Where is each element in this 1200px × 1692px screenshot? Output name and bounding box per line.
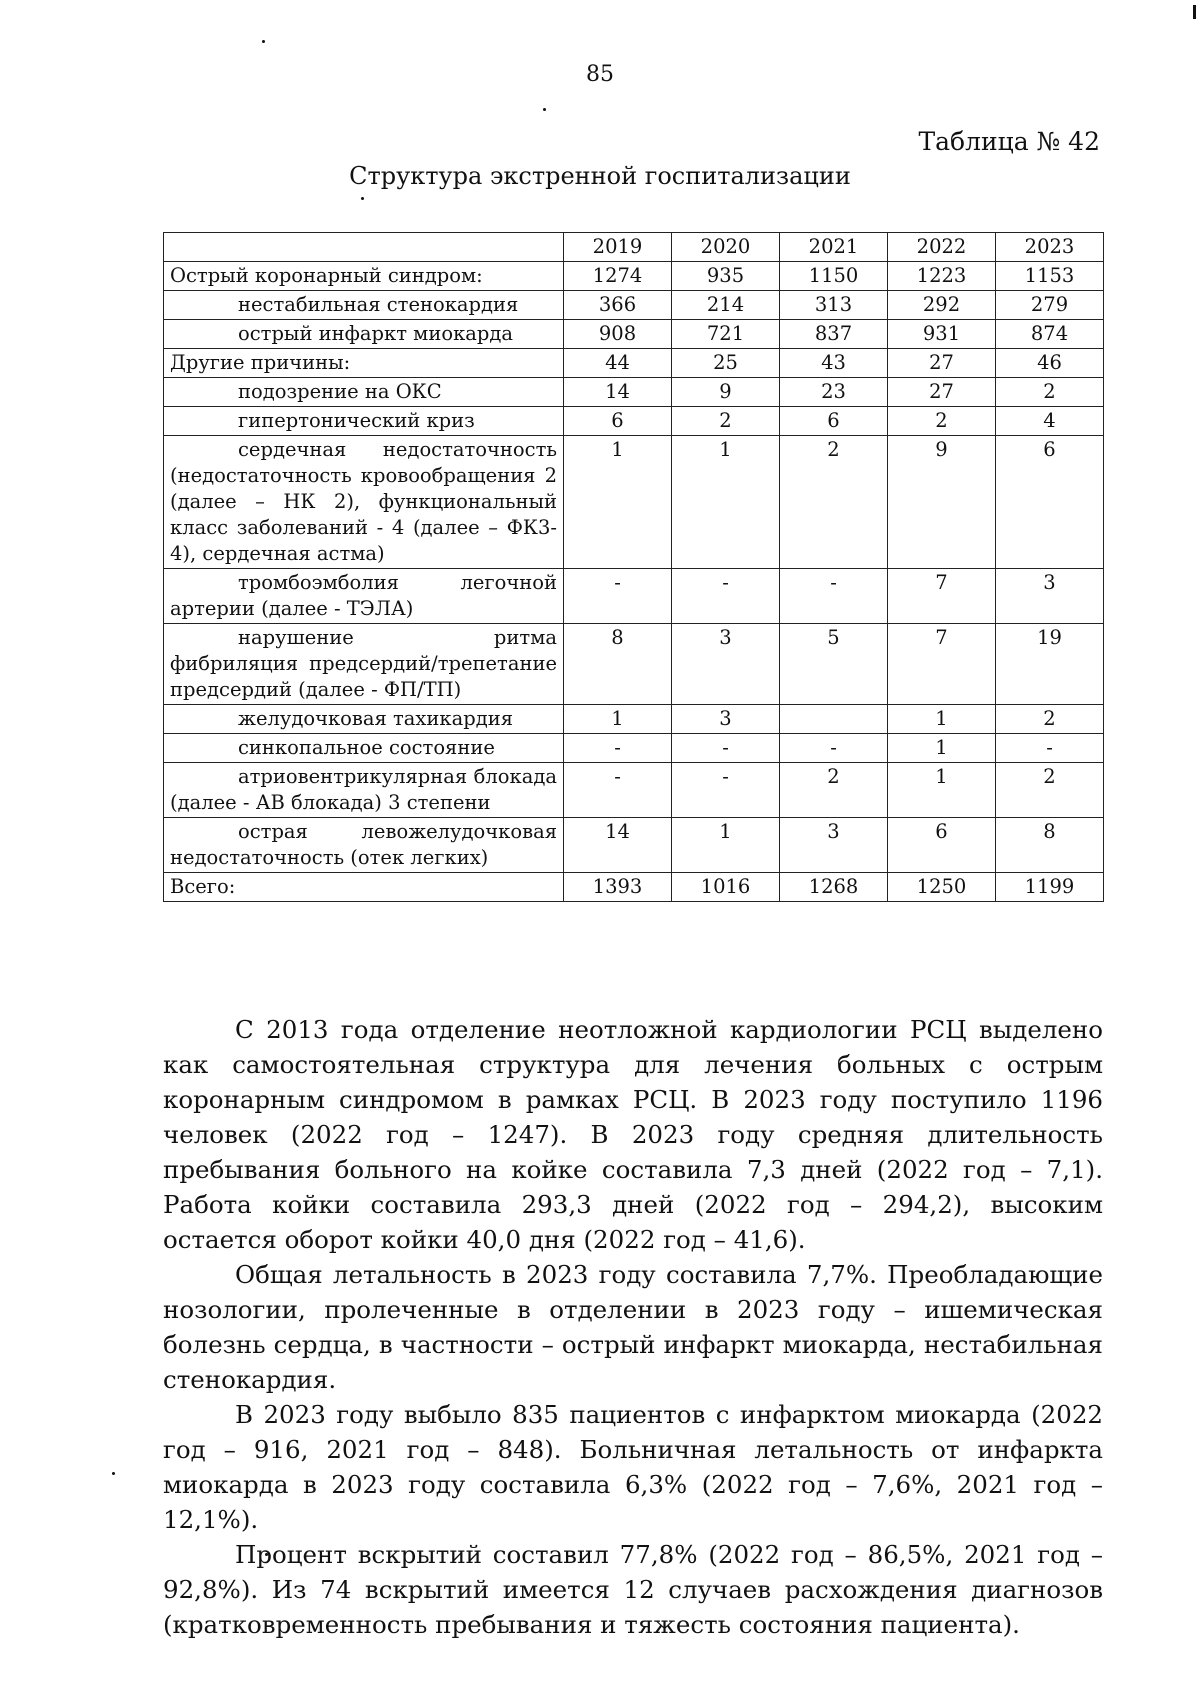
cell-value: 874 bbox=[996, 320, 1104, 349]
cell-value: 9 bbox=[888, 436, 996, 569]
cell-value: 931 bbox=[888, 320, 996, 349]
cell-value: 46 bbox=[996, 349, 1104, 378]
scan-speck bbox=[543, 108, 546, 111]
cell-value: 8 bbox=[564, 624, 672, 705]
cell-value: 23 bbox=[780, 378, 888, 407]
cell-value: 721 bbox=[672, 320, 780, 349]
paragraph: В 2023 году выбыло 835 пациентов с инфарктом миокарда (2022 год – 916, 2021 год – 848). Больничная летальность от инфаркта миокарда в 2023 году составила 6,3% (2022 год – 7,6%, 2021 год – 12,1%). bbox=[163, 1400, 1103, 1534]
row-label bbox=[164, 763, 564, 818]
cell-value: 2 bbox=[996, 378, 1104, 407]
row-label-text: нарушение ритма фибриляция предсердий/трепетание предсердий (далее - ФП/ТП) bbox=[170, 626, 557, 701]
cell-value: 1250 bbox=[888, 873, 996, 902]
cell-value: 2 bbox=[780, 436, 888, 569]
paragraph: Общая летальность в 2023 году составила 7,7%. Преобладающие нозологии, пролеченные в отделении в 2023 году – ишемическая болезнь сердца, в частности – острый инфаркт миокарда, нестабильная стенокардия. bbox=[163, 1260, 1103, 1394]
cell-value: - bbox=[672, 569, 780, 624]
row-label-text: атриовентрикулярная блокада (далее - АВ блокада) 3 степени bbox=[170, 765, 557, 814]
cell-value: 366 bbox=[564, 291, 672, 320]
table-label: Таблица № 42 bbox=[918, 127, 1100, 156]
table-row bbox=[164, 291, 1104, 320]
row-label bbox=[164, 569, 564, 624]
table-row bbox=[164, 262, 1104, 291]
cell-value: - bbox=[780, 734, 888, 763]
cell-value: 9 bbox=[672, 378, 780, 407]
cell-value: 313 bbox=[780, 291, 888, 320]
cell-value: 44 bbox=[564, 349, 672, 378]
cell-value: 1 bbox=[888, 705, 996, 734]
table-row bbox=[164, 763, 1104, 818]
cell-value: - bbox=[564, 734, 672, 763]
cell-value: - bbox=[672, 763, 780, 818]
table-row bbox=[164, 436, 1104, 569]
cell-value: 2 bbox=[888, 407, 996, 436]
table-row bbox=[164, 378, 1104, 407]
cell-value: 6 bbox=[780, 407, 888, 436]
row-label-text: острая левожелудочковая недостаточность (отек легких) bbox=[170, 820, 557, 869]
cell-value: 27 bbox=[888, 378, 996, 407]
cell-value: 1153 bbox=[996, 262, 1104, 291]
header-year: 2021 bbox=[780, 233, 888, 262]
cell-value: 2 bbox=[996, 705, 1104, 734]
table-row bbox=[164, 818, 1104, 873]
row-label bbox=[164, 818, 564, 873]
table-title: Структура экстренной госпитализации bbox=[349, 162, 851, 190]
cell-value: 14 bbox=[564, 818, 672, 873]
row-label: Всего: bbox=[164, 873, 564, 902]
row-label: синкопальное состояние bbox=[164, 734, 564, 763]
cell-value: 1150 bbox=[780, 262, 888, 291]
cell-value: 7 bbox=[888, 569, 996, 624]
table-row bbox=[164, 349, 1104, 378]
table-row bbox=[164, 320, 1104, 349]
table-row bbox=[164, 407, 1104, 436]
cell-value: 1 bbox=[888, 763, 996, 818]
paragraph: С 2013 года отделение неотложной кардиологии РСЦ выделено как самостоятельная структура для лечения больных с острым коронарным синдромом в рамках РСЦ. В 2023 году поступило 1196 человек (2022 год – 1247). В 2023 году средняя длительность пребывания больного на койке составила 7,3 дней (2022 год – 7,1). Работа койки составила 293,3 дней (2022 год – 294,2), высоким остается оборот койки 40,0 дня (2022 год – 41,6). bbox=[163, 1015, 1103, 1254]
row-label: гипертонический криз bbox=[164, 407, 564, 436]
row-label-text: сердечная недостаточность (недостаточность кровообращения 2 (далее – НК 2), функциональный класс заболеваний - 4 (далее – ФК3-4), сердечная астма) bbox=[170, 438, 557, 565]
table-row bbox=[164, 705, 1104, 734]
cell-value: 2 bbox=[780, 763, 888, 818]
cell-value: 7 bbox=[888, 624, 996, 705]
row-label bbox=[164, 436, 564, 569]
row-label: Острый коронарный синдром: bbox=[164, 262, 564, 291]
row-label: нестабильная стенокардия bbox=[164, 291, 564, 320]
cell-value: 14 bbox=[564, 378, 672, 407]
cell-value: 6 bbox=[888, 818, 996, 873]
scan-speck bbox=[361, 197, 364, 200]
scan-speck bbox=[1193, 5, 1196, 19]
cell-value: 3 bbox=[780, 818, 888, 873]
cell-value: 3 bbox=[996, 569, 1104, 624]
row-label: подозрение на ОКС bbox=[164, 378, 564, 407]
header-year: 2023 bbox=[996, 233, 1104, 262]
cell-value: 1 bbox=[888, 734, 996, 763]
table-row bbox=[164, 624, 1104, 705]
cell-value: 27 bbox=[888, 349, 996, 378]
row-label-text: тромбоэмболия легочной артерии (далее - ТЭЛА) bbox=[170, 571, 557, 620]
cell-value: 25 bbox=[672, 349, 780, 378]
row-label bbox=[164, 624, 564, 705]
cell-value: 1 bbox=[672, 818, 780, 873]
data-table bbox=[163, 232, 1104, 902]
header-year: 2022 bbox=[888, 233, 996, 262]
cell-value: 279 bbox=[996, 291, 1104, 320]
cell-value: 6 bbox=[996, 436, 1104, 569]
cell-value: - bbox=[780, 569, 888, 624]
cell-value: 1 bbox=[672, 436, 780, 569]
cell-value bbox=[780, 705, 888, 734]
cell-value: 2 bbox=[672, 407, 780, 436]
cell-value: 935 bbox=[672, 262, 780, 291]
cell-value: 1 bbox=[564, 705, 672, 734]
cell-value: 4 bbox=[996, 407, 1104, 436]
row-label: желудочковая тахикардия bbox=[164, 705, 564, 734]
cell-value: 1199 bbox=[996, 873, 1104, 902]
cell-value: 43 bbox=[780, 349, 888, 378]
scan-speck bbox=[262, 40, 265, 43]
row-label: Другие причины: bbox=[164, 349, 564, 378]
cell-value: 908 bbox=[564, 320, 672, 349]
cell-value: - bbox=[564, 763, 672, 818]
cell-value: 1268 bbox=[780, 873, 888, 902]
body-text bbox=[163, 1012, 1103, 1642]
header-year: 2019 bbox=[564, 233, 672, 262]
cell-value: 1274 bbox=[564, 262, 672, 291]
table-header-row bbox=[164, 233, 1104, 262]
cell-value: 19 bbox=[996, 624, 1104, 705]
table-row bbox=[164, 569, 1104, 624]
cell-value: 3 bbox=[672, 705, 780, 734]
cell-value: 6 bbox=[564, 407, 672, 436]
header-year: 2020 bbox=[672, 233, 780, 262]
paragraph: Процент вскрытий составил 77,8% (2022 год – 86,5%, 2021 год – 92,8%). Из 74 вскрытий имеется 12 случаев расхождения диагнозов (кратковременность пребывания и тяжесть состояния пациента). bbox=[163, 1540, 1103, 1639]
hospitalization-table bbox=[163, 232, 1103, 902]
cell-value: 8 bbox=[996, 818, 1104, 873]
cell-value: - bbox=[996, 734, 1104, 763]
cell-value: 1393 bbox=[564, 873, 672, 902]
cell-value: 837 bbox=[780, 320, 888, 349]
cell-value: 3 bbox=[672, 624, 780, 705]
cell-value: 5 bbox=[780, 624, 888, 705]
cell-value: 1 bbox=[564, 436, 672, 569]
table-total-row bbox=[164, 873, 1104, 902]
header-corner bbox=[164, 233, 564, 262]
cell-value: 214 bbox=[672, 291, 780, 320]
table-row bbox=[164, 734, 1104, 763]
scan-speck bbox=[112, 1472, 115, 1475]
page-number: 85 bbox=[586, 62, 614, 87]
row-label: острый инфаркт миокарда bbox=[164, 320, 564, 349]
cell-value: 1016 bbox=[672, 873, 780, 902]
cell-value: 1223 bbox=[888, 262, 996, 291]
cell-value: 2 bbox=[996, 763, 1104, 818]
cell-value: 292 bbox=[888, 291, 996, 320]
cell-value: - bbox=[672, 734, 780, 763]
cell-value: - bbox=[564, 569, 672, 624]
